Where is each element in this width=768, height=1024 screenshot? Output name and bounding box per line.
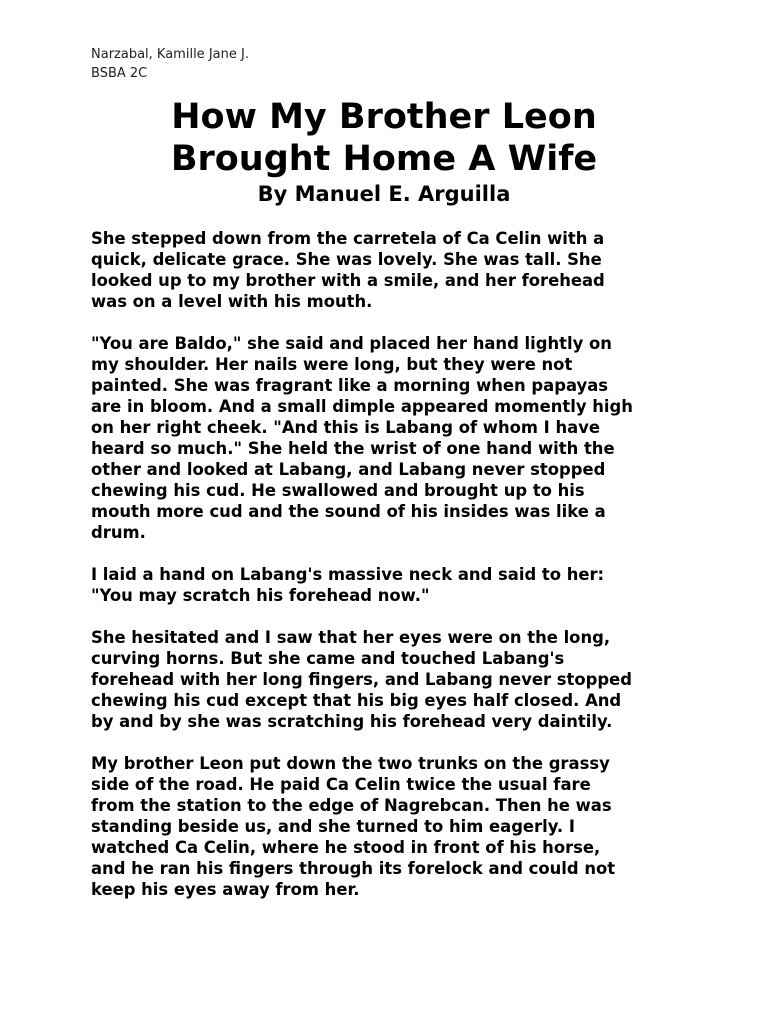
paragraph-line: other and looked at Labang, and Labang never stopped	[91, 460, 606, 479]
paragraph	[91, 564, 691, 606]
paragraph-line: She stepped down from the carretela of Ca Celin with a	[91, 229, 605, 248]
paragraph	[91, 333, 691, 543]
paragraph-line: from the station to the edge of Nagrebcan. Then he was	[91, 796, 612, 815]
paragraph-line: I laid a hand on Labang's massive neck and said to her:	[91, 565, 605, 584]
paragraph-line: watched Ca Celin, where he stood in front of his horse,	[91, 838, 601, 857]
paragraph-line: quick, delicate grace. She was lovely. She was tall. She	[91, 250, 602, 269]
paragraph-line: drum.	[91, 523, 146, 542]
paragraph-line: She hesitated and I saw that her eyes were on the long,	[91, 628, 611, 647]
story-body	[91, 228, 691, 921]
paragraph-line: "You are Baldo," she said and placed her hand lightly on	[91, 334, 612, 353]
paragraph-line: and he ran his fingers through its forelock and could not	[91, 859, 616, 878]
paragraph	[91, 753, 691, 900]
paragraph-line: on her right cheek. "And this is Labang of whom I have	[91, 418, 600, 437]
paragraph-line: my shoulder. Her nails were long, but they were not	[91, 355, 573, 374]
paragraph-line: mouth more cud and the sound of his insides was like a	[91, 502, 606, 521]
author-name: Narzabal, Kamille Jane J.	[91, 47, 249, 62]
paragraph-line: are in bloom. And a small dimple appeared momently high	[91, 397, 633, 416]
paragraph-line: curving horns. But she came and touched Labang's	[91, 649, 565, 668]
document-title-line-1: How My Brother Leon	[171, 97, 597, 137]
paragraph-line: heard so much." She held the wrist of one hand with the	[91, 439, 615, 458]
title-block	[0, 96, 768, 208]
paragraph-line: was on a level with his mouth.	[91, 292, 373, 311]
paragraph-line: keep his eyes away from her.	[91, 880, 360, 899]
student-info	[91, 45, 249, 83]
author-byline: By Manuel E. Arguilla	[257, 182, 511, 206]
paragraph-line: painted. She was fragrant like a morning when papayas	[91, 376, 609, 395]
paragraph-line: by and by she was scratching his forehead very daintily.	[91, 712, 613, 731]
paragraph	[91, 627, 691, 732]
paragraph-line: My brother Leon put down the two trunks on the grassy	[91, 754, 610, 773]
paragraph-line: looked up to my brother with a smile, and her forehead	[91, 271, 605, 290]
paragraph	[91, 228, 691, 312]
paragraph-line: "You may scratch his forehead now."	[91, 586, 430, 605]
paragraph-line: forehead with her long fingers, and Labang never stopped	[91, 670, 632, 689]
paragraph-line: side of the road. He paid Ca Celin twice the usual fare	[91, 775, 591, 794]
paragraph-line: standing beside us, and she turned to him eagerly. I	[91, 817, 575, 836]
document-title-line-2: Brought Home A Wife	[170, 139, 598, 179]
paragraph-line: chewing his cud. He swallowed and brought up to his	[91, 481, 585, 500]
course-section: BSBA 2C	[91, 66, 148, 81]
paragraph-line: chewing his cud except that his big eyes half closed. And	[91, 691, 622, 710]
